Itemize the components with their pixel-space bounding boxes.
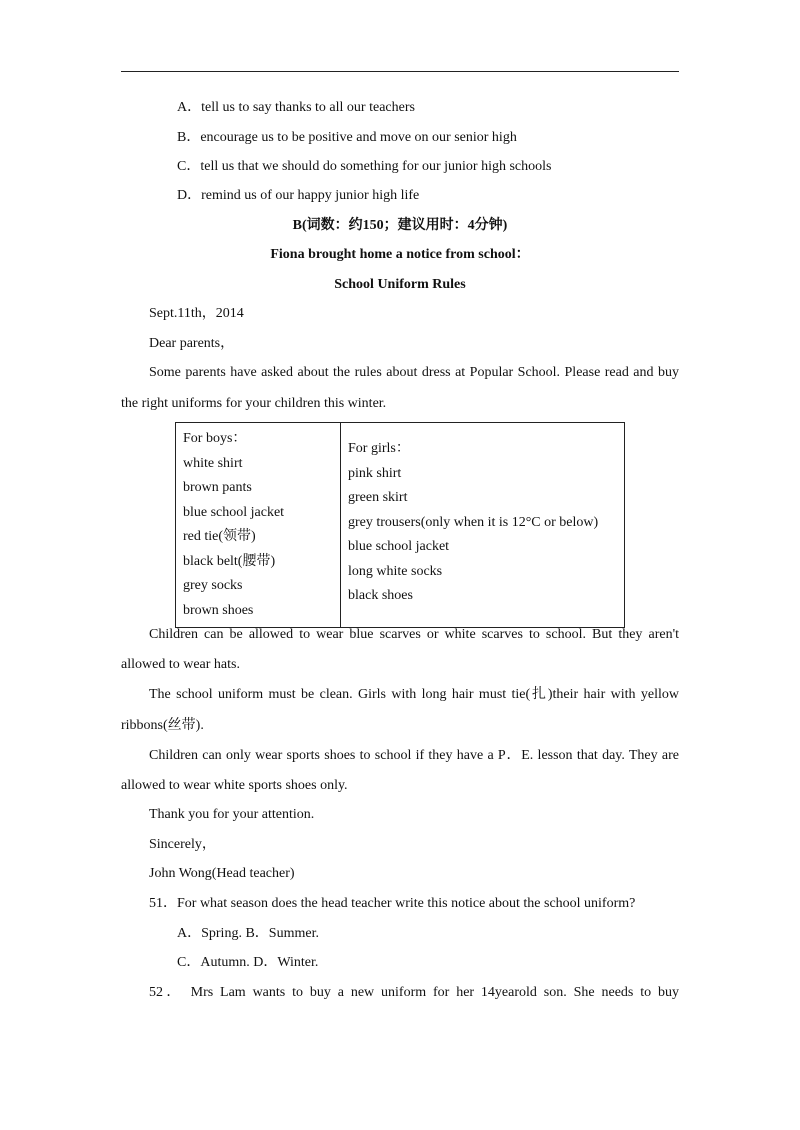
option-c: C．tell us that we should do something for our junior high schools xyxy=(177,159,552,174)
notice-date: Sept.11th，2014 xyxy=(149,306,244,321)
girls-item: blue school jacket xyxy=(348,539,450,554)
option-a: A．tell us to say thanks to all our teachers xyxy=(177,100,415,115)
closing-thanks: Thank you for your attention. xyxy=(149,807,315,822)
girls-item: green skirt xyxy=(348,490,408,505)
boys-item: grey socks xyxy=(183,578,243,593)
uniform-table xyxy=(175,422,625,628)
boys-item: For boys： xyxy=(183,431,247,446)
boys-column xyxy=(176,423,341,628)
closing-sincerely: Sincerely， xyxy=(149,837,216,852)
question-51-options-ab: A．Spring. B．Summer. xyxy=(177,926,319,941)
girls-item: long white socks xyxy=(348,563,443,579)
question-51: 51．For what season does the head teacher write this notice about the school uniform? xyxy=(149,896,636,911)
option-b: B．encourage us to be positive and move on our senior high xyxy=(177,130,517,145)
paragraph-2-line-1: Children can be allowed to wear blue scarves or white scarves to school. But they aren't xyxy=(149,627,679,642)
boys-item: white shirt xyxy=(183,455,243,471)
girls-item: pink shirt xyxy=(348,465,402,481)
notice-title: School Uniform Rules xyxy=(334,277,466,292)
paragraph-3-line-2: ribbons(丝带). xyxy=(121,718,204,733)
question-51-options-cd: C．Autumn. D．Winter. xyxy=(177,955,319,970)
girls-item: grey trousers(only when it is 12°C or below) xyxy=(348,514,599,530)
signature: John Wong(Head teacher) xyxy=(149,866,295,881)
girls-item: black shoes xyxy=(348,588,413,603)
header-rule xyxy=(121,71,679,72)
question-52: 52． Mrs Lam wants to buy a new uniform for her 14yearold son. She needs to buy xyxy=(149,985,679,1000)
girls-item: For girls： xyxy=(348,441,410,456)
intro-line: Fiona brought home a notice from school： xyxy=(270,247,530,262)
boys-item: red tie(领带) xyxy=(183,529,256,544)
girls-column xyxy=(341,423,625,628)
boys-item: black belt(腰带) xyxy=(183,553,276,569)
boys-item: brown shoes xyxy=(183,602,254,618)
paragraph-4-line-1: Children can only wear sports shoes to school if they have a P．E. lesson that day. They are xyxy=(149,748,679,763)
option-d: D．remind us of our happy junior high life xyxy=(177,188,420,203)
paragraph-2-line-2: allowed to wear hats. xyxy=(121,657,240,672)
greeting: Dear parents， xyxy=(149,336,235,351)
boys-item: blue school jacket xyxy=(183,504,285,520)
section-heading: B(词数：约150；建议用时：4分钟) xyxy=(292,218,508,233)
boys-item: brown pants xyxy=(183,480,252,495)
paragraph-4-line-2: allowed to wear white sports shoes only. xyxy=(121,778,348,793)
paragraph-3-line-1: The school uniform must be clean. Girls with long hair must tie(扎)their hair with yellow xyxy=(149,687,679,702)
paragraph-1-line-1: Some parents have asked about the rules about dress at Popular School. Please read and buy xyxy=(149,365,679,380)
paragraph-1-line-2: the right uniforms for your children this winter. xyxy=(121,396,387,411)
